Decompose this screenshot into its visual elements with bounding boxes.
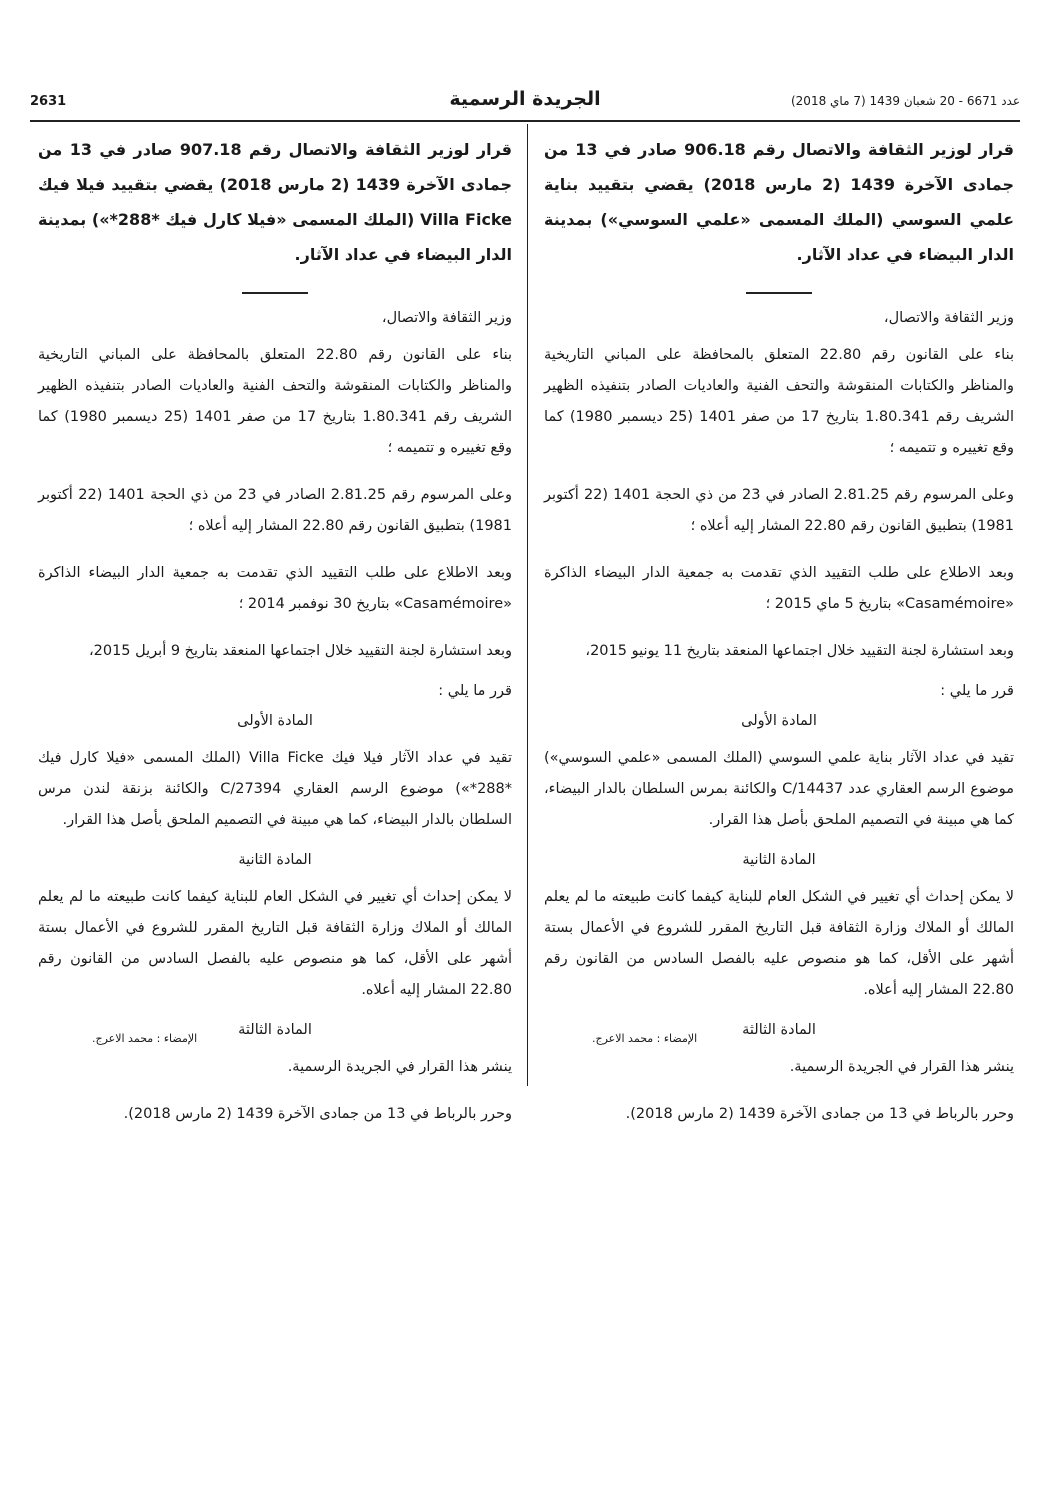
signature-line: الإمضاء : محمد الاعرج. (592, 1032, 698, 1045)
decree-906-column (544, 132, 1014, 1146)
article-3-text: ينشر هذا القرار في الجريدة الرسمية. (287, 1059, 512, 1075)
header-rule (30, 120, 1020, 122)
article-3-heading: المادة الثالثة (742, 1022, 816, 1038)
minister-line: وزير الثقافة والاتصال، (381, 310, 512, 326)
preamble-request: وبعد الاطلاع على طلب التقييد الذي تقدمت به جمعية الدار البيضاء الذاكرة «Casamémoire» بتاريخ 30 نوفمبر 2014 ؛ (38, 565, 512, 612)
gazette-title: الجريدة الرسمية (449, 88, 601, 110)
signature-line: الإمضاء : محمد الاعرج. (92, 1032, 198, 1045)
page-header (30, 88, 1020, 116)
decree-title: قرار لوزير الثقافة والاتصال رقم 906.18 صادر في 13 من جمادى الآخرة 1439 (2 مارس 2018) يقضي بتقييد بناية علمي السوسي (الملك المسمى «علمي السوسي») بمدينة الدار البيضاء في عداد الآثار. (544, 140, 1015, 264)
decree-907-column (38, 132, 512, 1146)
article-2-heading: المادة الثانية (742, 852, 816, 868)
article-2-heading: المادة الثانية (238, 852, 312, 868)
preamble-decree: وعلى المرسوم رقم 2.81.25 الصادر في 23 من ذي الحجة 1401 (22 أكتوبر 1981) بتطبيق القانون رقم 22.80 المشار إليه أعلاه ؛ (544, 487, 1014, 534)
minister-line: وزير الثقافة والاتصال، (883, 310, 1014, 326)
issue-line: عدد 6671 - 20 شعبان 1439 (7 ماي 2018) (790, 94, 1020, 108)
decides-line: قرر ما يلي : (438, 683, 512, 699)
article-1-text: تقيد في عداد الآثار فيلا فيك Villa Ficke (الملك المسمى «فيلا كارل فيك *288*») موضوع الرسم العقاري C/27394 والكائنة بزنقة لندن مرس السلطان بالدار البيضاء، كما هي مبينة في التصميم الملحق بأصل هذا القرار. (38, 750, 512, 828)
article-1-text: تقيد في عداد الآثار بناية علمي السوسي (الملك المسمى «علمي السوسي») موضوع الرسم العقاري عدد C/14437 والكائنة بمرس السلطان بالدار البيضاء، كما هي مبينة في التصميم الملحق بأصل هذا القرار. (544, 750, 1014, 828)
decree-title: قرار لوزير الثقافة والاتصال رقم 907.18 صادر في 13 من جمادى الآخرة 1439 (2 مارس 2018) يقضي بتقييد فيلا فيك Villa Ficke (الملك المسمى «فيلا كارل فيك *288*») بمدينة الدار البيضاء في عداد الآثار. (38, 140, 513, 264)
preamble-consultation: وبعد استشارة لجنة التقييد خلال اجتماعها المنعقد بتاريخ 9 أبريل 2015، (88, 643, 512, 659)
preamble-consultation: وبعد استشارة لجنة التقييد خلال اجتماعها المنعقد بتاريخ 11 يونيو 2015، (585, 643, 1014, 659)
title-separator (242, 292, 308, 294)
article-1-heading: المادة الأولى (237, 713, 313, 729)
preamble-law: بناء على القانون رقم 22.80 المتعلق بالمحافظة على المباني التاريخية والمناظر والكتابات المنقوشة والتحف الفنية والعاديات الصادر بتنفيذه الظهير الشريف رقم 1.80.341 بتاريخ 17 من صفر 1401 (25 ديسمبر 1980) كما وقع تغييره و تتميمه ؛ (544, 347, 1015, 456)
column-divider (527, 124, 528, 1086)
decides-line: قرر ما يلي : (940, 683, 1014, 699)
article-1-heading: المادة الأولى (741, 713, 817, 729)
title-separator (746, 292, 812, 294)
article-2-text: لا يمكن إحداث أي تغيير في الشكل العام للبناية كيفما كانت طبيعته ما لم يعلم المالك أو الملاك وزارة الثقافة قبل التاريخ المقرر للشروع في الأعمال بستة أشهر على الأقل، كما هو منصوص عليه بالفصل السادس من القانون رقم 22.80 المشار إليه أعلاه. (38, 889, 512, 998)
preamble-request: وبعد الاطلاع على طلب التقييد الذي تقدمت به جمعية الدار البيضاء الذاكرة «Casamémoire» بتاريخ 5 ماي 2015 ؛ (544, 565, 1014, 612)
preamble-decree: وعلى المرسوم رقم 2.81.25 الصادر في 23 من ذي الحجة 1401 (22 أكتوبر 1981) بتطبيق القانون رقم 22.80 المشار إليه أعلاه ؛ (38, 487, 512, 534)
closing-line: وحرر بالرباط في 13 من جمادى الآخرة 1439 (2 مارس 2018). (123, 1106, 512, 1122)
article-3-heading: المادة الثالثة (238, 1022, 312, 1038)
page-number: 2631 (30, 94, 67, 109)
article-3-text: ينشر هذا القرار في الجريدة الرسمية. (789, 1059, 1014, 1075)
closing-line: وحرر بالرباط في 13 من جمادى الآخرة 1439 (2 مارس 2018). (625, 1106, 1014, 1122)
article-2-text: لا يمكن إحداث أي تغيير في الشكل العام للبناية كيفما كانت طبيعته ما لم يعلم المالك أو الملاك وزارة الثقافة قبل التاريخ المقرر للشروع في الأعمال بستة أشهر على الأقل، كما هو منصوص عليه بالفصل السادس من القانون رقم 22.80 المشار إليه أعلاه. (544, 889, 1014, 998)
preamble-law: بناء على القانون رقم 22.80 المتعلق بالمحافظة على المباني التاريخية والمناظر والكتابات المنقوشة والتحف الفنية والعاديات الصادر بتنفيذه الظهير الشريف رقم 1.80.341 بتاريخ 17 من صفر 1401 (25 ديسمبر 1980) كما وقع تغييره و تتميمه ؛ (38, 347, 512, 456)
